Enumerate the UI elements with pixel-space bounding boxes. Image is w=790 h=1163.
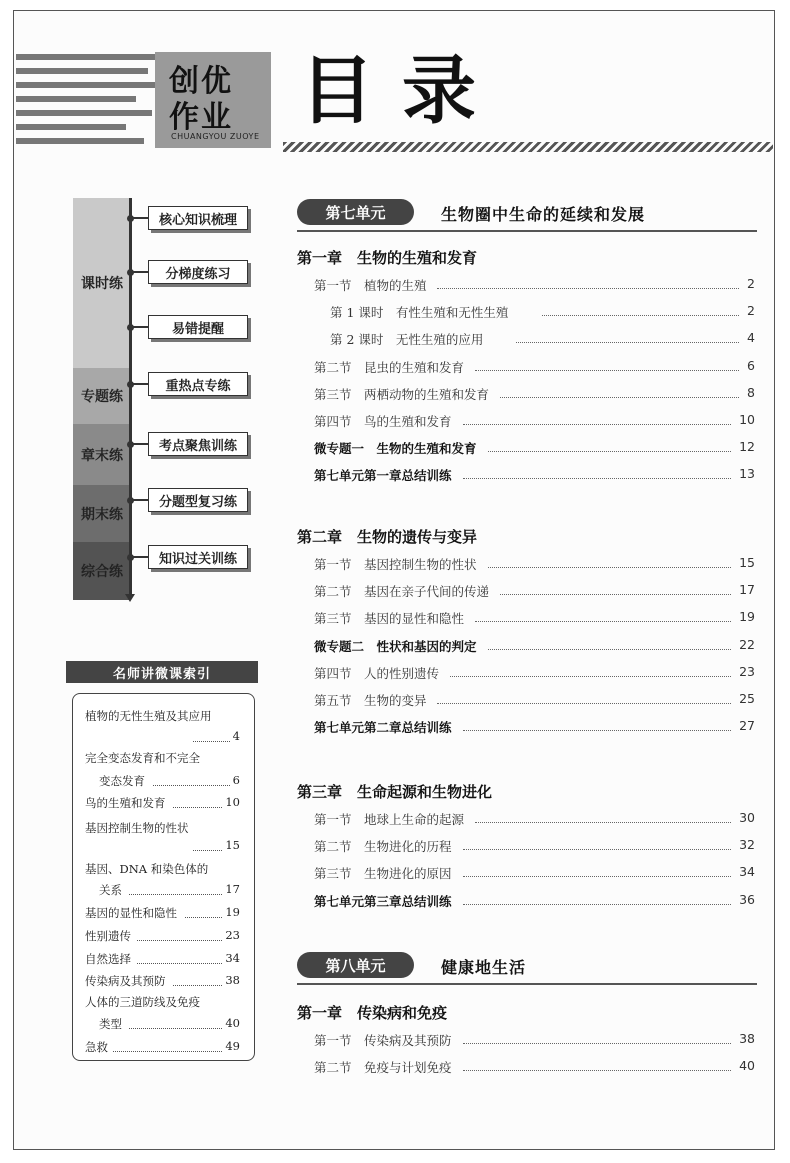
brand-line2: 作业	[169, 100, 233, 135]
ladder-segment: 课时练	[73, 198, 131, 368]
ladder-connector	[131, 217, 148, 219]
index-entry-title-cont: 关系	[99, 883, 122, 897]
toc-entry-page: 10	[739, 412, 755, 427]
chapter-title: 第三章 生命起源和生物进化	[297, 783, 493, 801]
dot-leader	[437, 703, 731, 704]
index-entry-title: 性别遗传	[85, 929, 131, 943]
dot-leader	[137, 963, 222, 964]
dot-leader	[113, 1051, 222, 1052]
chapter-title: 第二章 生物的遗传与变异	[297, 528, 478, 546]
toc-entry-label: 第四节 人的性别遗传	[314, 665, 440, 681]
index-entry-page: 6	[232, 773, 240, 787]
unit-divider	[297, 983, 757, 985]
toc-entry-page: 34	[739, 864, 755, 880]
chapter-title: 第一章 生物的生殖和发育	[297, 249, 478, 267]
dot-leader	[437, 288, 739, 289]
toc-entry-label: 微专题一 生物的生殖和发育	[314, 441, 477, 457]
toc-entry-page: 17	[739, 582, 755, 598]
toc-entry-label: 第一节 地球上生命的起源	[314, 812, 465, 827]
dot-leader	[173, 807, 222, 808]
dot-leader	[463, 1070, 731, 1071]
index-entry-page: 10	[225, 795, 240, 809]
dot-leader	[488, 451, 731, 452]
ladder-connector	[131, 443, 148, 445]
ladder-segment: 专题练	[73, 368, 131, 424]
dot-leader	[488, 649, 731, 650]
index-entry-page: 40	[225, 1016, 240, 1030]
dot-leader	[129, 894, 222, 895]
dot-leader	[463, 478, 731, 479]
toc-entry-label: 第一节 植物的生殖	[314, 278, 427, 293]
toc-entry-page: 2	[747, 276, 755, 291]
ladder-arrow-icon	[125, 594, 135, 602]
index-entry-page: 15	[225, 838, 240, 852]
index-entry-title: 人体的三道防线及免疫	[85, 995, 200, 1009]
index-entry-title: 自然选择	[85, 952, 131, 966]
ladder-box: 分题型复习练	[148, 488, 248, 512]
toc-entry-label: 第三节 生物进化的原因	[314, 866, 452, 882]
toc-entry-label: 第 2 课时 无性生殖的应用	[330, 332, 484, 348]
toc-entry-page: 15	[739, 555, 755, 570]
index-entry-title-cont: 类型	[99, 1017, 122, 1031]
toc-entry-page: 23	[739, 663, 755, 679]
index-entry-page: 19	[225, 905, 240, 919]
header-hatch-divider	[283, 142, 773, 152]
ladder-segment: 期末练	[73, 485, 131, 542]
dot-leader	[475, 621, 731, 622]
index-entry-title: 急救	[85, 1040, 108, 1054]
ladder-box: 知识过关训练	[148, 545, 248, 569]
dot-leader	[173, 985, 222, 986]
toc-entry-page: 12	[739, 439, 755, 455]
brand-subtitle: CHUANGYOU ZUOYE	[171, 132, 260, 141]
dot-leader	[193, 850, 222, 851]
toc-entry-label: 第一节 传染病及其预防	[314, 1033, 452, 1048]
index-entry-title: 完全变态发育和不完全	[85, 751, 200, 765]
toc-entry-page: 6	[747, 357, 755, 373]
toc-entry-page: 27	[739, 718, 755, 734]
dot-leader	[450, 676, 731, 677]
page-title: 目录	[300, 48, 504, 134]
brand-logo	[155, 52, 271, 148]
dot-leader	[463, 1043, 731, 1044]
ladder-connector	[131, 556, 148, 558]
ladder-box: 易错提醒	[148, 315, 248, 339]
toc-entry-label: 第二节 昆虫的生殖和发育	[314, 359, 465, 375]
ladder-box: 分梯度练习	[148, 260, 248, 284]
index-heading: 名师讲微课索引	[66, 661, 258, 683]
toc-entry-label: 第五节 生物的变异	[314, 693, 427, 708]
unit-label: 第七单元	[297, 199, 414, 225]
dot-leader	[185, 917, 222, 918]
dot-leader	[153, 785, 230, 786]
index-entry-page: 17	[225, 882, 240, 896]
ladder-box: 考点聚焦训练	[148, 432, 248, 456]
ladder-connector	[131, 326, 148, 328]
dot-leader	[500, 397, 739, 398]
unit-title: 生物圈中生命的延续和发展	[441, 205, 646, 224]
toc-entry-label: 第三节 基因的显性和隐性	[314, 611, 465, 627]
index-entry-title: 传染病及其预防	[85, 974, 166, 988]
toc-entry-label: 第一节 基因控制生物的性状	[314, 557, 477, 572]
unit-label: 第八单元	[297, 952, 414, 978]
toc-entry-page: 19	[739, 609, 755, 625]
dot-leader	[463, 424, 731, 425]
ladder-box: 重热点专练	[148, 372, 248, 396]
dot-leader	[500, 594, 731, 595]
index-entry-page: 38	[225, 973, 240, 987]
index-box	[72, 693, 255, 1061]
index-entry-title: 基因、DNA 和染色体的	[85, 862, 209, 876]
dot-leader	[463, 904, 731, 905]
unit-divider	[297, 230, 757, 232]
index-entry-title: 基因控制生物的性状	[85, 821, 189, 835]
dot-leader	[475, 822, 731, 823]
ladder-connector	[131, 271, 148, 273]
dot-leader	[137, 940, 222, 941]
toc-entry-page: 30	[739, 810, 755, 825]
index-entry-title: 基因的显性和隐性	[85, 906, 177, 920]
dot-leader	[463, 730, 731, 731]
toc-entry-page: 13	[739, 466, 755, 482]
toc-entry-label: 第七单元第一章总结训练	[314, 468, 452, 484]
chapter-title: 第一章 传染病和免疫	[297, 1004, 448, 1022]
ladder-connector	[131, 499, 148, 501]
toc-entry-label: 第七单元第二章总结训练	[314, 720, 452, 736]
unit-title: 健康地生活	[441, 958, 527, 977]
toc-entry-page: 2	[747, 303, 755, 319]
index-entry-page: 4	[232, 729, 240, 743]
toc-entry-page: 22	[739, 636, 755, 652]
dot-leader	[516, 342, 739, 343]
dot-leader	[488, 567, 731, 568]
index-entry-title: 鸟的生殖和发育	[85, 796, 166, 810]
toc-entry-label: 第二节 生物进化的历程	[314, 839, 452, 855]
toc-entry-page: 8	[747, 384, 755, 400]
ladder-axis	[129, 198, 132, 598]
ladder-connector	[131, 383, 148, 385]
dot-leader	[475, 370, 739, 371]
toc-entry-label: 第七单元第三章总结训练	[314, 893, 452, 909]
toc-entry-page: 40	[739, 1058, 755, 1074]
toc-entry-label: 第三节 两栖动物的生殖和发育	[314, 386, 490, 402]
toc-entry-page: 36	[739, 891, 755, 907]
practice-ladder	[73, 198, 133, 600]
toc-entry-label: 第二节 基因在亲子代间的传递	[314, 584, 490, 600]
toc-entry-label: 第二节 免疫与计划免疫	[314, 1060, 452, 1076]
ladder-segment: 章末练	[73, 424, 131, 485]
dot-leader	[129, 1028, 222, 1029]
toc-entry-page: 4	[747, 330, 755, 346]
brand-line1: 创优	[169, 64, 233, 99]
toc-entry-label: 微专题二 性状和基因的判定	[314, 638, 477, 654]
toc-entry-page: 25	[739, 691, 755, 706]
ladder-box: 核心知识梳理	[148, 206, 248, 230]
ladder-segment: 综合练	[73, 542, 131, 600]
index-entry-page: 34	[225, 951, 240, 965]
toc-entry-page: 38	[739, 1031, 755, 1046]
dot-leader	[463, 876, 731, 877]
dot-leader	[193, 741, 230, 742]
toc-entry-page: 32	[739, 837, 755, 853]
toc-entry-label: 第四节 鸟的生殖和发育	[314, 414, 452, 429]
index-entry-title-cont: 变态发育	[99, 774, 145, 788]
index-entry-title: 植物的无性生殖及其应用	[85, 709, 212, 723]
index-entry-page: 23	[225, 928, 240, 942]
toc-entry-label: 第 1 课时 有性生殖和无性生殖	[330, 305, 509, 321]
header-stripes	[16, 52, 166, 148]
dot-leader	[542, 315, 739, 316]
dot-leader	[463, 849, 731, 850]
index-entry-page: 49	[225, 1039, 240, 1053]
